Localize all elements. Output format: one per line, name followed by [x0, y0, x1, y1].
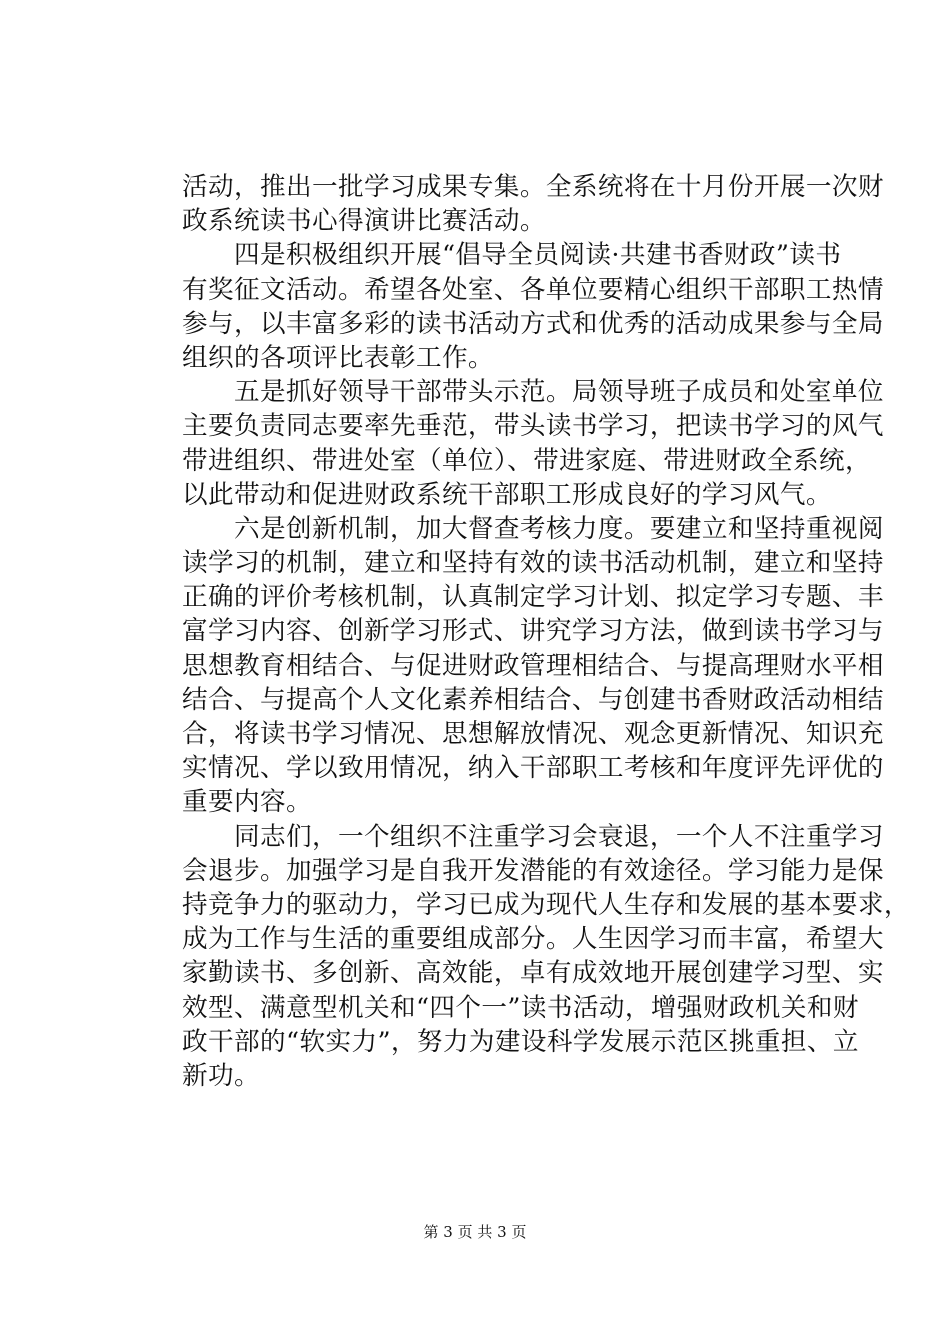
text-line: 政干部的“软实力”，努力为建设科学发展示范区挑重担、立 — [182, 1026, 859, 1057]
text-line: 合，将读书学习情况、思想解放情况、观念更新情况、知识充 — [182, 719, 884, 749]
text-line: 效型、满意型机关和“四个一”读书活动，增强财政机关和财 — [182, 992, 859, 1023]
text-line: 成为工作与生活的重要组成部分。人生因学习而丰富，希望大 — [182, 924, 884, 955]
text-line: 结合、与提高个人文化素养相结合、与创建书香财政活动相结 — [182, 684, 884, 715]
text-line: 五是抓好领导干部带头示范。局领导班子成员和处室单位 — [182, 377, 884, 408]
text-line: 政系统读书心得演讲比赛活动。 — [182, 206, 546, 237]
text-line: 实情况、学以致用情况，纳入干部职工考核和年度评先评优的 — [182, 753, 884, 784]
text-line: 会退步。加强学习是自我开发潜能的有效途径。学习能力是保 — [182, 855, 884, 886]
text-line: 主要负责同志要率先垂范，带头读书学习，把读书学习的风气 — [182, 411, 884, 442]
text-line: 四是积极组织开展“倡导全员阅读·共建书香财政”读书 — [182, 240, 842, 271]
text-line: 思想教育相结合、与促进财政管理相结合、与提高理财水平相 — [182, 650, 884, 681]
text-line: 以此带动和促进财政系统干部职工形成良好的学习风气。 — [182, 479, 832, 510]
page-footer: 第 3 页 共 3 页 — [423, 1223, 527, 1241]
text-line: 家勤读书、多创新、高效能，卓有成效地开展创建学习型、实 — [182, 958, 884, 989]
text-line: 有奖征文活动。希望各处室、各单位要精心组织干部职工热情 — [182, 274, 884, 305]
text-line: 正确的评价考核机制，认真制定学习计划、拟定学习专题、丰 — [182, 582, 884, 613]
text-line: 参与，以丰富多彩的读书活动方式和优秀的活动成果参与全局 — [182, 308, 884, 339]
text-line: 活动，推出一批学习成果专集。全系统将在十月份开展一次财 — [182, 172, 884, 202]
text-line: 同志们，一个组织不注重学习会衰退，一个人不注重学习 — [182, 821, 884, 852]
document-body — [182, 170, 910, 1093]
text-line: 持竞争力的驱动力，学习已成为现代人生存和发展的基本要求， — [182, 889, 910, 920]
text-line: 带进组织、带进处室（单位）、带进家庭、带进财政全系统， — [182, 445, 872, 476]
text-line: 新功。 — [182, 1060, 260, 1091]
text-line: 六是创新机制，加大督查考核力度。要建立和坚持重视阅 — [182, 513, 884, 544]
text-line: 组织的各项评比表彰工作。 — [182, 342, 494, 373]
text-line: 重要内容。 — [182, 787, 312, 818]
text-line: 富学习内容、创新学习形式、讲究学习方法，做到读书学习与 — [182, 616, 884, 647]
text-line: 读学习的机制，建立和坚持有效的读书活动机制，建立和坚持 — [182, 548, 884, 579]
